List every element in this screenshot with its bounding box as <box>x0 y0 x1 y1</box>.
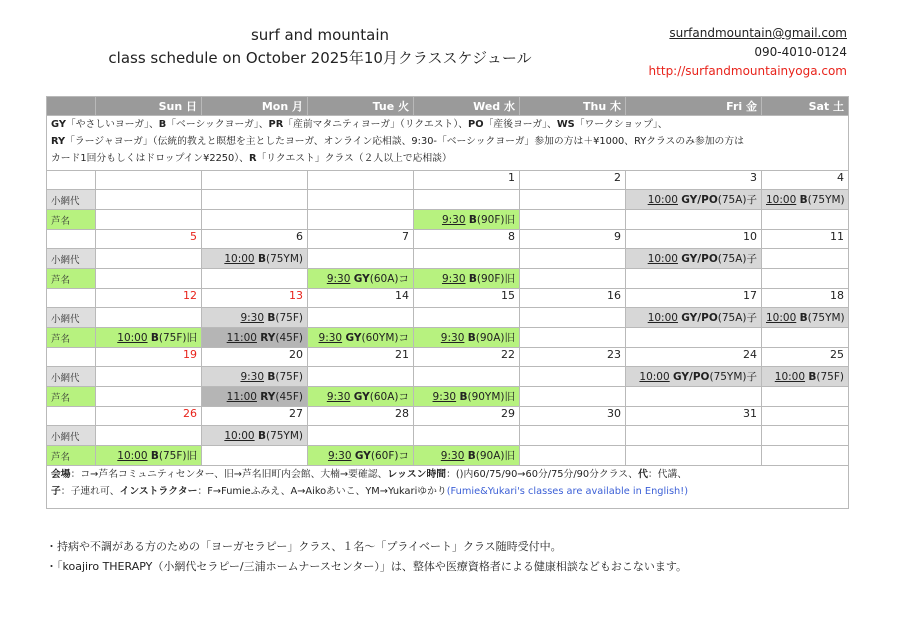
location-label: 小網代 <box>47 249 96 269</box>
class-slot[interactable] <box>414 446 520 466</box>
day-number: 28 <box>308 407 414 426</box>
class-time: 9:30 <box>327 450 352 462</box>
class-code: B <box>267 370 276 383</box>
empty-cell <box>308 249 414 269</box>
legend-code: GY <box>51 119 66 130</box>
location-label: 芦名 <box>47 387 96 407</box>
legend-text: カード1回分もしくはドロップイン¥2250）、 <box>51 153 249 164</box>
empty-cell <box>308 308 414 328</box>
location-label: 芦名 <box>47 446 96 466</box>
weekday-header: Sat 土 <box>762 97 849 116</box>
empty-cell <box>762 269 849 289</box>
date-row <box>47 407 849 426</box>
class-slot[interactable] <box>308 387 414 407</box>
day-number: 27 <box>202 407 308 426</box>
kozushiro-row <box>47 426 849 446</box>
empty-cell <box>96 426 202 446</box>
empty-cell <box>308 426 414 446</box>
weekday-header: Wed 水 <box>414 97 520 116</box>
class-time: 9:30 <box>441 214 466 226</box>
day-number: 20 <box>202 348 308 367</box>
date-row <box>47 348 849 367</box>
class-detail: (75YM)子 <box>709 371 757 383</box>
legend-code: 会場 <box>51 469 71 480</box>
kozushiro-row <box>47 308 849 328</box>
day-number: 15 <box>414 289 520 308</box>
ashina-row <box>47 446 849 466</box>
empty-cell <box>520 328 626 348</box>
empty-cell <box>626 446 762 466</box>
legend-code: WS <box>556 119 575 130</box>
legend-code: 子 <box>51 486 61 497</box>
date-row-label <box>47 171 96 190</box>
ashina-row <box>47 387 849 407</box>
day-number: 17 <box>626 289 762 308</box>
class-detail: (45F) <box>275 331 303 344</box>
footer-line <box>51 483 844 500</box>
day-number: 30 <box>520 407 626 426</box>
notes-block <box>46 537 687 577</box>
day-number: 16 <box>520 289 626 308</box>
contact-phone: 090-4010-0124 <box>754 45 847 59</box>
empty-cell <box>626 210 762 230</box>
day-number: 4 <box>762 171 849 190</box>
empty-cell <box>202 269 308 289</box>
class-time: 10:00 <box>647 312 678 324</box>
class-time: 10:00 <box>224 252 255 265</box>
legend-row <box>47 116 849 171</box>
class-detail: (75A)子 <box>717 194 757 206</box>
note-koajiro: ・「koajiro THERAPY（小網代セラピー/三浦ホームナースセンター）」は、整体や医療資格者による健康相談などもおこないます。 <box>46 560 688 573</box>
class-time: 10:00 <box>766 193 797 206</box>
class-code: B <box>468 273 477 285</box>
location-label: 小網代 <box>47 308 96 328</box>
class-time: 9:30 <box>432 391 457 403</box>
class-code: RY <box>260 331 276 344</box>
class-detail: (90A)旧 <box>475 450 515 462</box>
empty-cell <box>414 426 520 446</box>
class-code: B <box>267 311 276 324</box>
date-row <box>47 171 849 190</box>
class-slot[interactable] <box>202 328 308 348</box>
class-slot[interactable] <box>308 446 414 466</box>
class-slot[interactable] <box>308 269 414 289</box>
class-code: GY <box>353 273 370 285</box>
footer-line <box>51 466 844 483</box>
date-row-label <box>47 348 96 367</box>
empty-cell <box>762 249 849 269</box>
legend-code: レッスン時間 <box>387 469 447 480</box>
class-detail: (75A)子 <box>717 253 757 265</box>
class-code: GY <box>345 332 362 344</box>
legend-code: PR <box>268 119 284 130</box>
class-time: 10:00 <box>647 253 678 265</box>
class-detail: (60YM)コ <box>361 332 409 344</box>
legend-text: 「ラージャヨーガ」（伝統的教えと瞑想を主としたヨーガ、オンライン応相談、9:30-「ベーシックヨーガ」参加の方は＋¥1000、RYクラスのみ参加の方は <box>65 136 744 147</box>
day-number: 18 <box>762 289 849 308</box>
class-slot[interactable] <box>96 446 202 466</box>
page-subtitle: class schedule on October 2025年10月クラススケジュール <box>108 49 532 67</box>
empty-cell <box>520 446 626 466</box>
class-code: RY <box>260 390 276 403</box>
class-time: 10:00 <box>766 311 797 324</box>
day-number: 1 <box>414 171 520 190</box>
legend-code: 代 <box>638 469 648 480</box>
weekday-header: Tue 火 <box>308 97 414 116</box>
class-time: 10:00 <box>647 194 678 206</box>
class-detail: (75F) <box>816 370 844 383</box>
empty-cell <box>308 190 414 210</box>
class-legend <box>47 116 849 171</box>
day-number: 19 <box>96 348 202 367</box>
website-link[interactable]: http://surfandmountainyoga.com <box>648 64 847 78</box>
page-title: surf and mountain <box>250 26 390 44</box>
legend-code: B <box>158 119 167 130</box>
class-time: 9:30 <box>318 332 343 344</box>
class-slot[interactable] <box>202 387 308 407</box>
day-number <box>96 171 202 190</box>
legend-text: ：代講、 <box>647 469 688 480</box>
class-slot[interactable] <box>414 387 520 407</box>
empty-cell <box>626 269 762 289</box>
class-time: 10:00 <box>117 332 148 344</box>
class-slot[interactable] <box>626 367 762 387</box>
location-label: 小網代 <box>47 426 96 446</box>
class-time: 9:30 <box>326 273 351 285</box>
empty-cell <box>520 367 626 387</box>
class-code: B <box>467 450 476 462</box>
location-label: 芦名 <box>47 269 96 289</box>
class-slot[interactable] <box>762 308 849 328</box>
empty-cell <box>202 190 308 210</box>
class-slot[interactable] <box>762 367 849 387</box>
class-slot[interactable] <box>762 190 849 210</box>
empty-cell <box>626 426 762 446</box>
class-detail: (90F)旧 <box>476 214 515 226</box>
class-time: 10:00 <box>639 371 670 383</box>
day-number <box>308 171 414 190</box>
empty-cell <box>202 210 308 230</box>
class-detail: (75YM) <box>265 429 303 442</box>
legend-text: ：F→Fumieふみえ、A→Aikoあいこ、YM→Yukariゆかり <box>197 486 447 497</box>
class-slot[interactable] <box>626 249 762 269</box>
legend-code: インストラクター <box>119 486 198 497</box>
class-code: B <box>150 332 159 344</box>
day-number: 2 <box>520 171 626 190</box>
venue-legend <box>47 466 849 509</box>
class-code: B <box>808 370 817 383</box>
class-time: 9:30 <box>326 391 351 403</box>
location-label: 小網代 <box>47 190 96 210</box>
weekday-header: Thu 木 <box>520 97 626 116</box>
class-time: 11:00 <box>226 331 257 344</box>
class-detail: (90YM)旧 <box>467 391 515 403</box>
class-slot[interactable] <box>202 249 308 269</box>
class-code: B <box>257 429 266 442</box>
class-time: 9:30 <box>440 332 465 344</box>
class-time: 9:30 <box>440 450 465 462</box>
english-note: (Fumie&Yukari's classes are available in English!) <box>446 486 689 497</box>
class-detail: (75A)子 <box>717 312 757 324</box>
class-slot[interactable] <box>414 328 520 348</box>
legend-text: ：コ→芦名コミュニティセンター、旧→芦名旧町内会館、大楠→要確認、 <box>70 469 388 480</box>
kozushiro-row <box>47 249 849 269</box>
location-label: 芦名 <box>47 328 96 348</box>
day-number: 5 <box>96 230 202 249</box>
class-time: 10:00 <box>774 370 806 383</box>
empty-cell <box>520 308 626 328</box>
weekday-header: Fri 金 <box>626 97 762 116</box>
day-number: 23 <box>520 348 626 367</box>
empty-cell <box>414 249 520 269</box>
ashina-row <box>47 210 849 230</box>
empty-cell <box>96 269 202 289</box>
empty-cell <box>202 446 308 466</box>
empty-cell <box>626 387 762 407</box>
day-number: 12 <box>96 289 202 308</box>
class-slot[interactable] <box>414 269 520 289</box>
legend-text: 「ベーシックヨーガ」、 <box>166 119 269 130</box>
empty-cell <box>520 210 626 230</box>
day-number: 6 <box>202 230 308 249</box>
class-code: B <box>468 214 477 226</box>
empty-cell <box>520 387 626 407</box>
class-slot[interactable] <box>202 367 308 387</box>
day-number: 25 <box>762 348 849 367</box>
class-code: GY/PO <box>681 253 718 265</box>
class-code: GY <box>354 450 371 462</box>
class-detail: (90F)旧 <box>476 273 515 285</box>
class-slot[interactable] <box>308 328 414 348</box>
empty-cell <box>762 426 849 446</box>
empty-cell <box>96 210 202 230</box>
class-detail: (60F)コ <box>370 450 409 462</box>
empty-cell <box>96 190 202 210</box>
class-detail: (75F) <box>275 311 303 324</box>
class-detail: (75YM) <box>807 311 845 324</box>
day-number: 10 <box>626 230 762 249</box>
day-number: 14 <box>308 289 414 308</box>
class-slot[interactable] <box>202 308 308 328</box>
class-time: 9:30 <box>240 370 265 383</box>
ashina-row <box>47 328 849 348</box>
class-code: GY/PO <box>681 194 718 206</box>
day-number: 3 <box>626 171 762 190</box>
day-number: 9 <box>520 230 626 249</box>
kozushiro-row <box>47 190 849 210</box>
class-code: GY <box>353 391 370 403</box>
legend-text: ：()内60/75/90→60分/75分/90分クラス、 <box>446 469 639 480</box>
title-block <box>40 24 600 70</box>
empty-cell <box>96 367 202 387</box>
day-number: 11 <box>762 230 849 249</box>
contact-email-link[interactable]: surfandmountain@gmail.com <box>669 26 847 40</box>
date-row-label <box>47 230 96 249</box>
date-row <box>47 230 849 249</box>
legend-text: 「産前マタニティヨーガ」（リクエスト）、 <box>283 119 469 130</box>
class-code: B <box>467 332 476 344</box>
empty-cell <box>762 210 849 230</box>
empty-cell <box>762 446 849 466</box>
class-detail: (90A)旧 <box>475 332 515 344</box>
day-number <box>202 171 308 190</box>
class-detail: (45F) <box>275 390 303 403</box>
class-time: 9:30 <box>240 311 265 324</box>
empty-cell <box>414 190 520 210</box>
day-number <box>762 407 849 426</box>
empty-cell <box>96 249 202 269</box>
class-detail: (75YM) <box>265 252 303 265</box>
weekday-header: Sun 日 <box>96 97 202 116</box>
legend-text: 「リクエスト」クラス（２人以上で応相談） <box>256 153 452 164</box>
class-code: B <box>799 193 808 206</box>
day-number: 13 <box>202 289 308 308</box>
legend-code: PO <box>468 119 484 130</box>
class-detail: (75F)旧 <box>158 332 197 344</box>
empty-cell <box>308 210 414 230</box>
contact-block <box>649 24 847 81</box>
legend-text: ：子連れ可、 <box>60 486 120 497</box>
legend-line <box>51 150 844 167</box>
kozushiro-row <box>47 367 849 387</box>
empty-cell <box>520 426 626 446</box>
class-slot[interactable] <box>96 328 202 348</box>
empty-cell <box>308 367 414 387</box>
class-detail: (60A)コ <box>369 273 409 285</box>
class-code: B <box>150 450 159 462</box>
day-number: 29 <box>414 407 520 426</box>
empty-cell <box>520 249 626 269</box>
ashina-row <box>47 269 849 289</box>
empty-cell <box>96 308 202 328</box>
class-time: 11:00 <box>226 390 257 403</box>
header-corner <box>47 97 96 116</box>
location-label: 小網代 <box>47 367 96 387</box>
class-time: 9:30 <box>441 273 466 285</box>
weekday-header: Mon 月 <box>202 97 308 116</box>
day-number: 21 <box>308 348 414 367</box>
day-number: 26 <box>96 407 202 426</box>
empty-cell <box>414 367 520 387</box>
weekday-header-row <box>47 97 849 116</box>
class-code: B <box>257 252 266 265</box>
day-number: 7 <box>308 230 414 249</box>
day-number: 24 <box>626 348 762 367</box>
footer-row <box>47 466 849 509</box>
class-slot[interactable] <box>202 426 308 446</box>
legend-text: 「やさしいヨーガ」、 <box>65 119 159 130</box>
class-detail: (75F) <box>275 370 303 383</box>
class-slot[interactable] <box>626 308 762 328</box>
class-detail: (60A)コ <box>369 391 409 403</box>
empty-cell <box>762 328 849 348</box>
class-time: 10:00 <box>224 429 255 442</box>
class-slot[interactable] <box>414 210 520 230</box>
empty-cell <box>626 328 762 348</box>
legend-code: RY <box>51 136 66 147</box>
class-code: B <box>799 311 808 324</box>
location-label: 芦名 <box>47 210 96 230</box>
class-detail: (75F)旧 <box>158 450 197 462</box>
legend-line <box>51 116 844 133</box>
empty-cell <box>96 387 202 407</box>
empty-cell <box>520 269 626 289</box>
class-code: GY/PO <box>681 312 718 324</box>
legend-text: 「ワークショップ」、 <box>574 119 668 130</box>
legend-text: 「産後ヨーガ」、 <box>483 119 557 130</box>
day-number: 31 <box>626 407 762 426</box>
class-detail: (75YM) <box>807 193 845 206</box>
class-code: B <box>459 391 468 403</box>
schedule-table <box>46 96 849 509</box>
empty-cell <box>414 308 520 328</box>
class-time: 10:00 <box>117 450 148 462</box>
class-code: GY/PO <box>673 371 710 383</box>
date-row <box>47 289 849 308</box>
empty-cell <box>762 387 849 407</box>
day-number: 22 <box>414 348 520 367</box>
date-row-label <box>47 289 96 308</box>
legend-code: R <box>248 153 257 164</box>
empty-cell <box>520 190 626 210</box>
legend-line <box>51 133 844 150</box>
note-therapy: ・持病や不調がある方のための「ヨーガセラピー」クラス、１名〜「プライベート」クラス随時受付中。 <box>46 540 562 553</box>
class-slot[interactable] <box>626 190 762 210</box>
day-number: 8 <box>414 230 520 249</box>
date-row-label <box>47 407 96 426</box>
